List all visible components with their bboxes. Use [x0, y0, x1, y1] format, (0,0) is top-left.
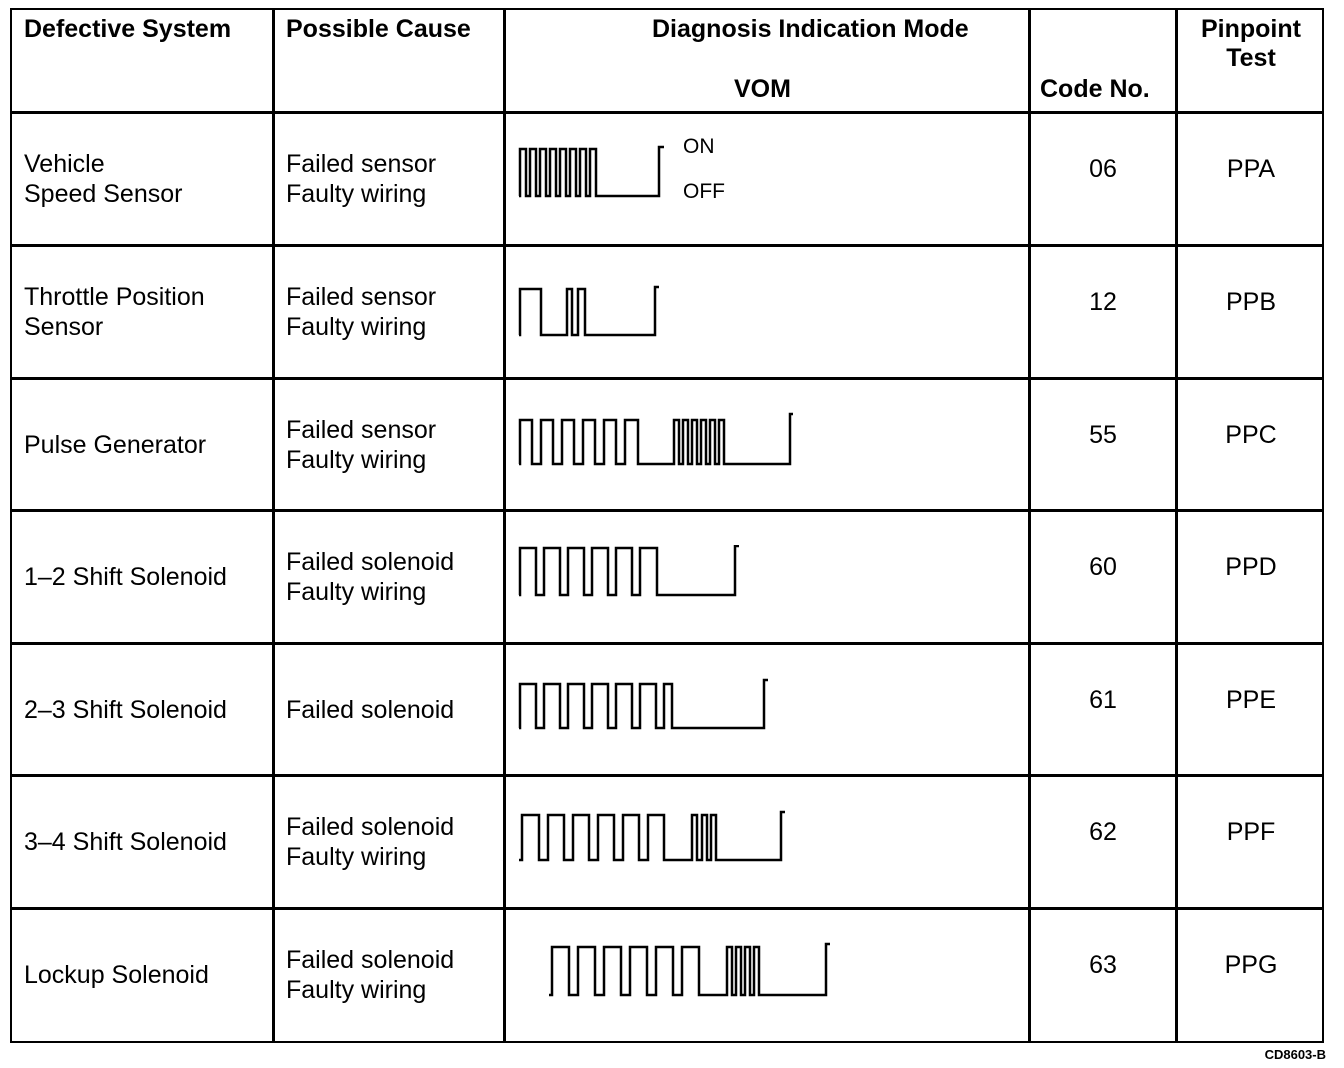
pinpoint-test-cell: PPD	[1225, 553, 1277, 581]
cause-cell: Failed solenoid Faulty wiring	[286, 813, 455, 871]
header-code-no: Code No.	[1040, 75, 1150, 103]
vom-waveform-62	[517, 810, 797, 870]
column-divider	[272, 10, 275, 1041]
header-possible-cause: Possible Cause	[286, 15, 471, 43]
vom-waveform-12	[517, 285, 667, 345]
system-cell: Throttle Position Sensor	[24, 283, 205, 341]
system-cell: 2–3 Shift Solenoid	[24, 696, 227, 724]
cause-cell: Failed sensor Faulty wiring	[286, 416, 437, 474]
code-cell: 55	[1089, 421, 1117, 449]
header-pinpoint-test: Pinpoint Test	[1201, 15, 1301, 72]
cause-cell: Failed sensor Faulty wiring	[286, 150, 437, 208]
cause-cell: Failed solenoid Faulty wiring	[286, 548, 455, 606]
system-cell: Pulse Generator	[24, 431, 207, 459]
code-cell: 62	[1089, 818, 1117, 846]
cause-cell: Failed solenoid	[286, 696, 455, 724]
header-diagnosis-mode: Diagnosis Indication Mode	[652, 15, 969, 43]
system-cell: Vehicle Speed Sensor	[24, 150, 183, 208]
off-label: OFF	[683, 180, 725, 203]
pinpoint-test-cell: PPA	[1226, 155, 1276, 183]
vom-waveform-61	[517, 678, 777, 738]
pinpoint-test-cell: PPB	[1225, 288, 1277, 316]
pinpoint-test-cell: PPF	[1226, 818, 1276, 846]
header-vom: VOM	[734, 75, 791, 103]
pinpoint-test-cell: PPC	[1225, 421, 1277, 449]
code-cell: 06	[1089, 155, 1117, 183]
header-defective-system: Defective System	[24, 15, 232, 43]
figure-caption: CD8603-B	[1264, 1047, 1326, 1062]
pinpoint-test-cell: PPE	[1225, 686, 1277, 714]
system-cell: Lockup Solenoid	[24, 961, 209, 989]
diagnosis-table	[10, 8, 1324, 1043]
column-divider	[503, 10, 506, 1041]
system-cell: 3–4 Shift Solenoid	[24, 828, 227, 856]
vom-waveform-63	[547, 940, 837, 1000]
code-cell: 60	[1089, 553, 1117, 581]
vom-waveform-06	[517, 144, 667, 204]
pinpoint-test-cell: PPG	[1224, 951, 1278, 979]
vom-waveform-55	[517, 412, 807, 472]
vom-waveform-60	[517, 545, 747, 605]
code-cell: 63	[1089, 951, 1117, 979]
system-cell: 1–2 Shift Solenoid	[24, 563, 227, 591]
code-cell: 12	[1089, 288, 1117, 316]
cause-cell: Failed solenoid Faulty wiring	[286, 946, 455, 1004]
code-cell: 61	[1089, 686, 1117, 714]
cause-cell: Failed sensor Faulty wiring	[286, 283, 437, 341]
on-label: ON	[683, 135, 715, 158]
